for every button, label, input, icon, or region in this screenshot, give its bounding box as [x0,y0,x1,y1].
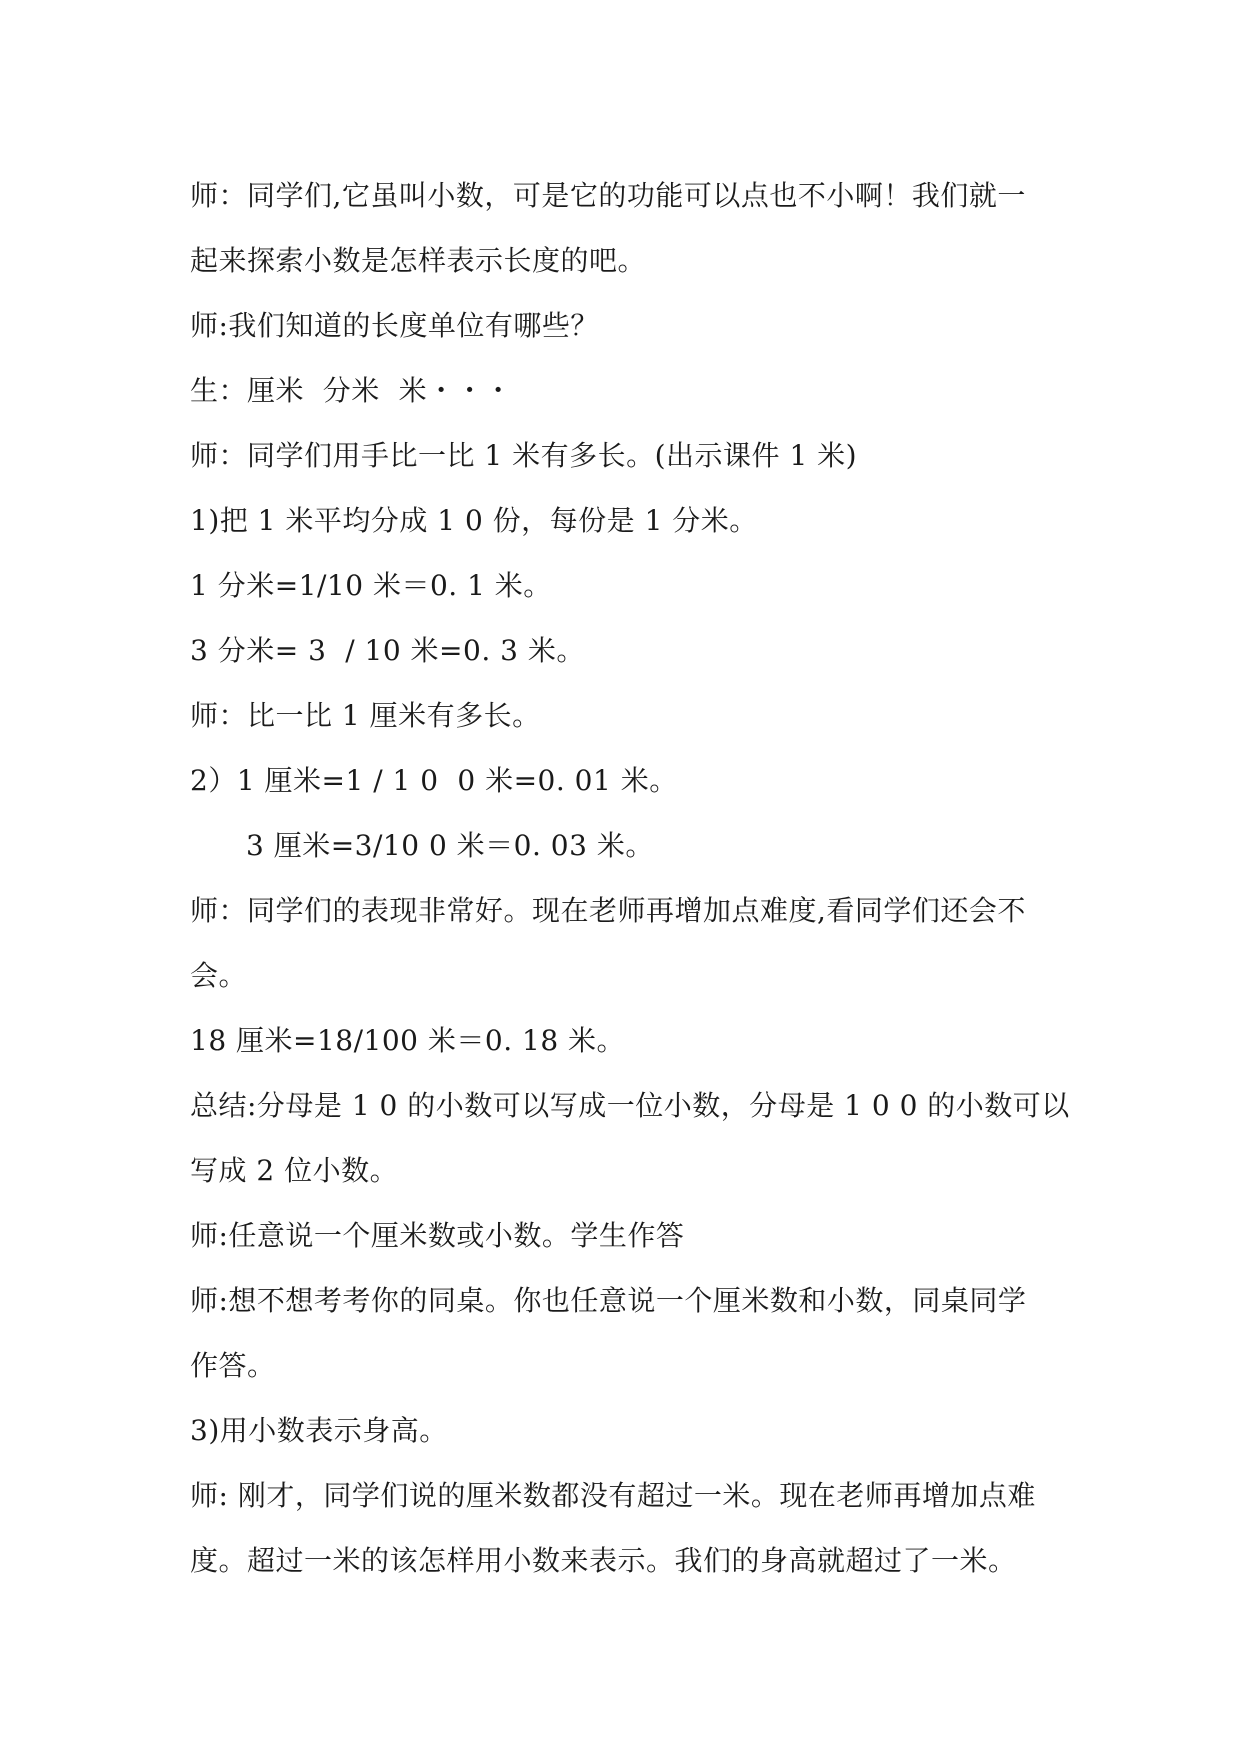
text-line: 1 分米=1/10 米＝0. 1 米。 [190,569,552,602]
text-line: 师:我们知道的长度单位有哪些？ [190,309,599,342]
text-line: 会。 [190,959,248,992]
text-line: 师：比一比 1 厘米有多长。 [190,699,541,732]
text-line: 18 厘米=18/100 米＝0. 18 米。 [190,1024,626,1057]
text-line: 3)用小数表示身高。 [190,1414,448,1447]
document-body [190,163,1070,1593]
text-line: 起来探索小数是怎样表示长度的吧。 [190,244,647,277]
text-line: 总结:分母是 1 0 的小数可以写成一位小数，分母是 1 0 0 的小数可以 [190,1089,1070,1122]
text-line: 师:任意说一个厘米数或小数。学生作答 [190,1219,685,1252]
text-line: 作答。 [190,1349,276,1382]
text-line: 2）1 厘米=1 / 1 0 0 米=0. 01 米。 [190,764,678,797]
text-line: 生：厘米 分米 米・・・ [190,374,513,407]
text-line: 1)把 1 米平均分成 1 0 份，每份是 1 分米。 [190,504,758,537]
text-line: 度。超过一米的该怎样用小数来表示。我们的身高就超过了一米。 [190,1544,1017,1577]
text-line: 写成 2 位小数。 [190,1154,399,1187]
text-line: 师: 刚才，同学们说的厘米数都没有超过一米。现在老师再增加点难 [190,1479,1036,1512]
text-line: 师：同学们,它虽叫小数，可是它的功能可以点也不小啊！我们就一 [190,179,1026,212]
text-line: 师：同学们的表现非常好。现在老师再增加点难度,看同学们还会不 [190,894,1026,927]
text-line: 3 分米= 3 / 10 米=0. 3 米。 [190,634,585,667]
text-line: 师:想不想考考你的同桌。你也任意说一个厘米数和小数，同桌同学 [190,1284,1027,1317]
text-line: 3 厘米=3/10 0 米＝0. 03 米。 [246,829,654,862]
text-line: 师：同学们用手比一比 1 米有多长。(出示课件 1 米) [190,439,858,472]
